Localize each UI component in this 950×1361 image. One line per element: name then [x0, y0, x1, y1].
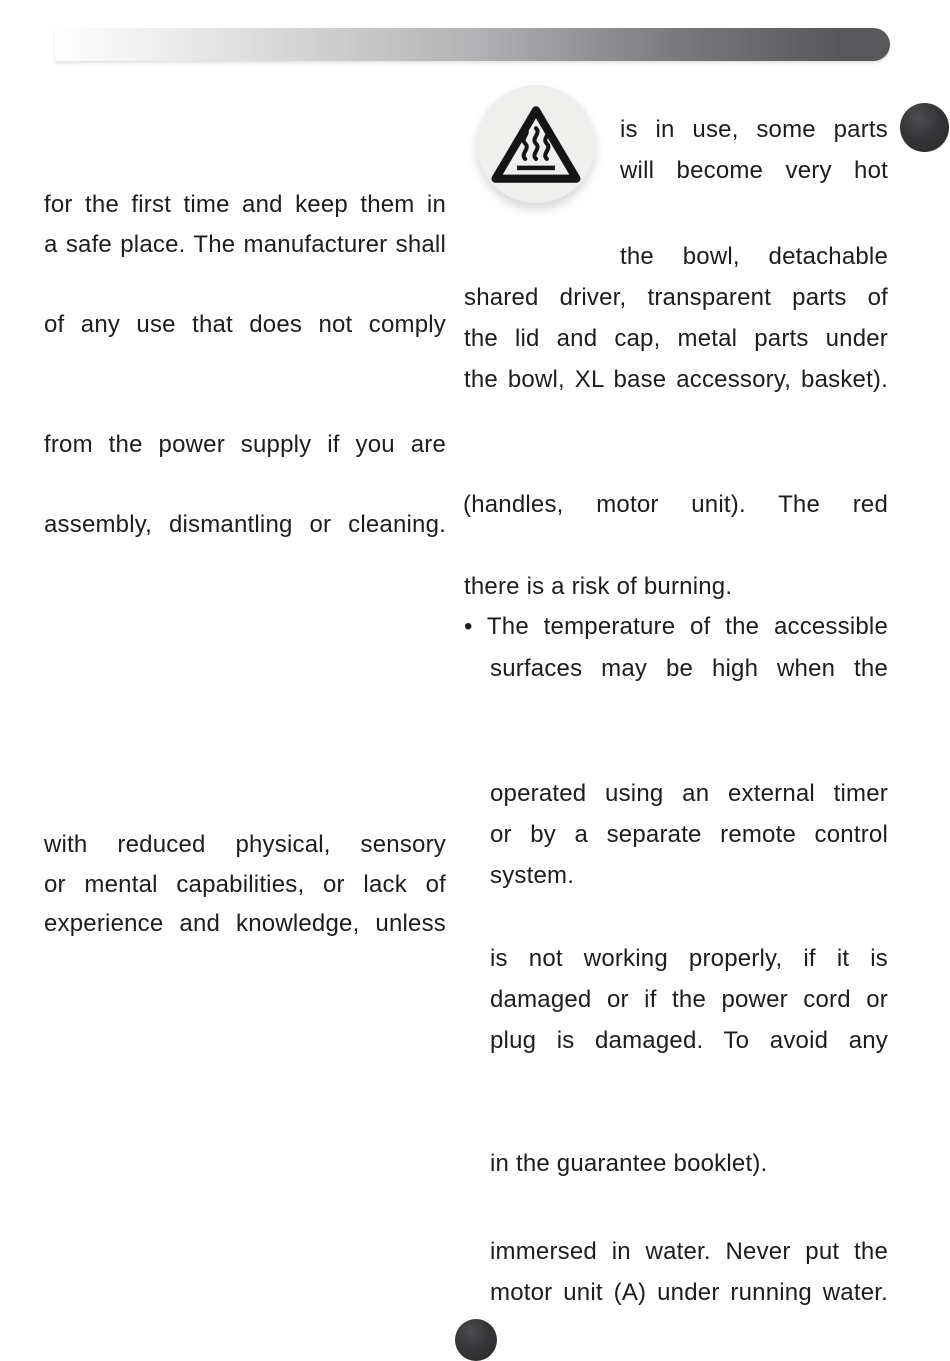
text-line: for the first time and keep them in	[44, 191, 446, 218]
text-line: is not working properly, if it is	[490, 945, 888, 972]
text-line: from the power supply if you are	[44, 431, 446, 458]
text-line: plug is damaged. To avoid any	[490, 1027, 888, 1054]
text-line: in the guarantee booklet).	[490, 1150, 768, 1177]
text-line: will become very hot	[620, 157, 888, 184]
text-line: surfaces may be high when the	[490, 655, 888, 682]
text-line: of any use that does not comply	[44, 311, 446, 338]
text-line: there is a risk of burning.	[464, 573, 733, 600]
text-line: (handles, motor unit). The red	[463, 491, 888, 518]
hot-surface-icon	[491, 103, 581, 186]
text-line: experience and knowledge, unless	[44, 910, 446, 937]
text-line: or by a separate remote control	[490, 821, 888, 848]
text-line: motor unit (A) under running water.	[490, 1279, 888, 1306]
page-marker-dot-bottom-icon	[455, 1319, 497, 1361]
text-line: the bowl, XL base accessory, basket).	[464, 366, 888, 393]
header-gradient-bar	[55, 28, 890, 61]
text-line: operated using an external timer	[490, 780, 888, 807]
text-line: the lid and cap, metal parts under	[464, 325, 888, 352]
text-line: assembly, dismantling or cleaning.	[44, 511, 446, 538]
bullet-text-line: • The temperature of the accessible	[464, 613, 888, 640]
text-line: is in use, some parts	[620, 116, 888, 143]
text-line: with reduced physical, sensory	[44, 831, 446, 858]
text-line: a safe place. The manufacturer shall	[44, 231, 446, 258]
text-line: or mental capabilities, or lack of	[44, 871, 446, 898]
text-line: immersed in water. Never put the	[490, 1238, 888, 1265]
text-line: shared driver, transparent parts of	[464, 284, 888, 311]
hot-surface-warning-badge	[477, 85, 595, 203]
text-line: the bowl, detachable	[620, 243, 888, 270]
page-marker-dot-top-icon	[900, 103, 949, 152]
text-line: damaged or if the power cord or	[490, 986, 888, 1013]
text-line: system.	[490, 862, 575, 889]
